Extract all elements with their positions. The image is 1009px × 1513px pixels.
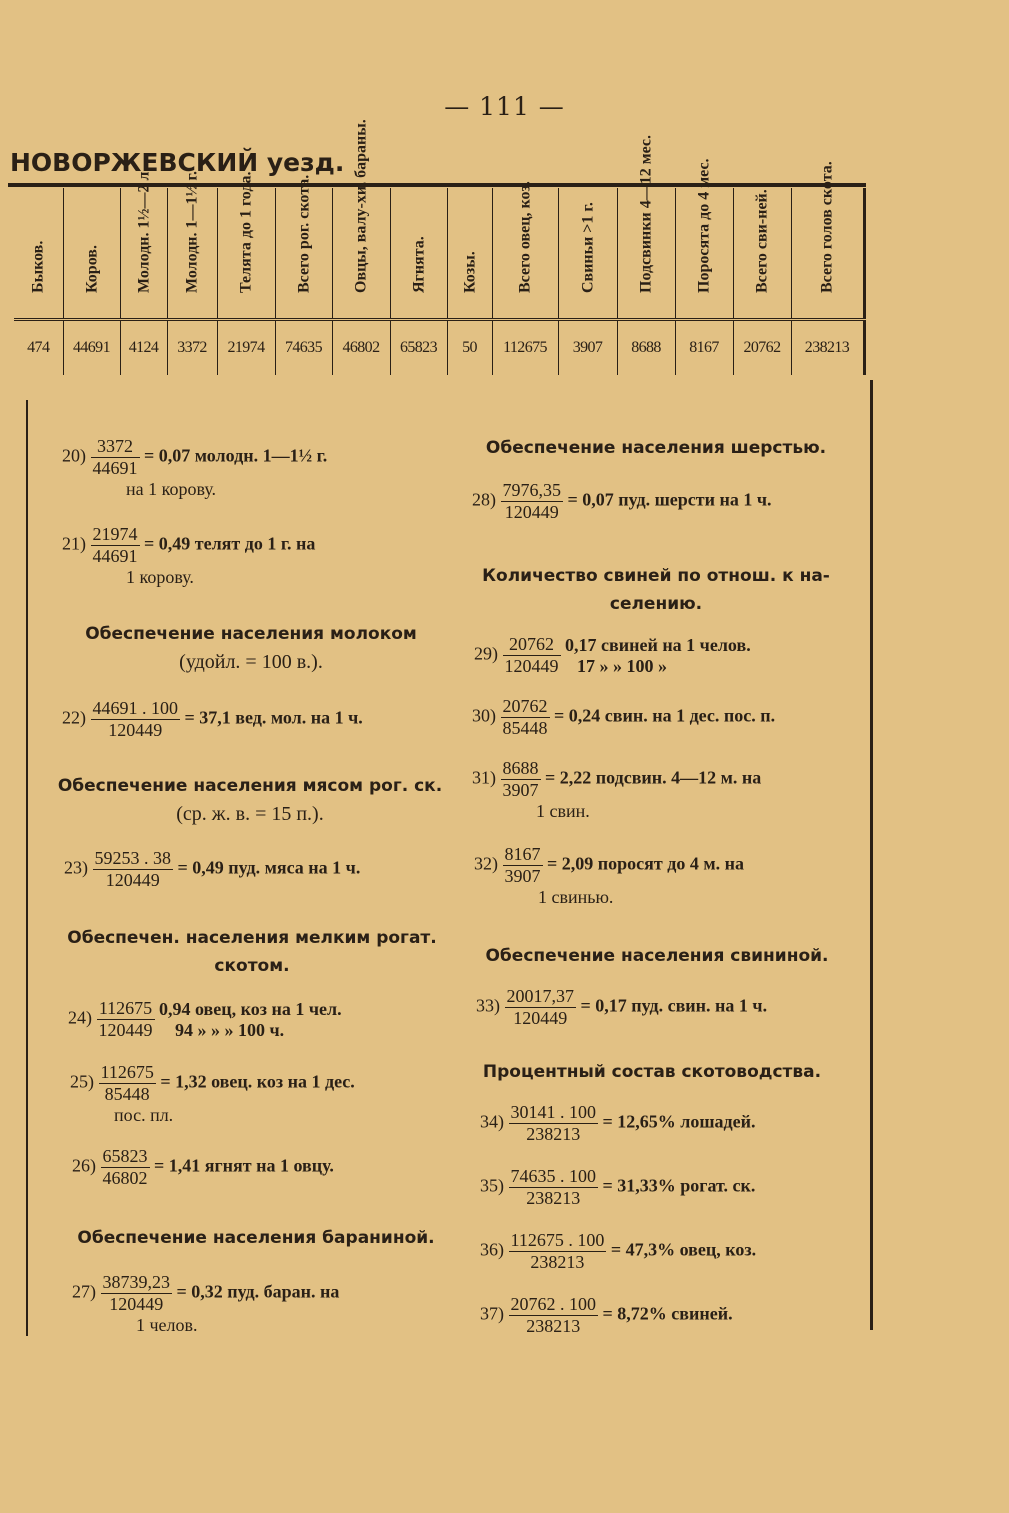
equation-23: 23) $\frac{59253 . 38}{120449}$ = 0,49 пуд. мяса на 1 ч.	[64, 848, 361, 890]
table-cell: 21974	[217, 320, 275, 376]
table-cell: 74635	[275, 320, 332, 376]
equation-31: 31) $\frac{8688}{3907}$ = 2,22 подсвин. 4—12 м. на 1 свин.	[472, 758, 762, 821]
equation-33: 33) $\frac{20017,37}{120449}$ = 0,17 пуд. свин. на 1 ч.	[476, 986, 768, 1028]
table-cell: 112675	[492, 320, 558, 376]
table-cell: 46802	[332, 320, 390, 376]
equation-26: 26) $\frac{65823}{46802}$ = 1,41 ягнят на 1 овцу.	[72, 1146, 334, 1188]
page-number: — 111 —	[444, 92, 565, 121]
table-header: Козы.	[447, 188, 492, 320]
table-cell: 4124	[120, 320, 167, 376]
section-mutton: Обеспечение населения бараниной.	[77, 1228, 435, 1248]
section-pigs: Количество свиней по отнош. к на-	[482, 566, 830, 586]
table-cell: 65823	[390, 320, 447, 376]
section-meat-note: (ср. ж. в. = 15 п.).	[176, 803, 324, 825]
district-title: НОВОРЖЕВСКИЙ уезд.	[10, 148, 345, 177]
equation-24: 24) $\frac{112675}{120449}$ 0,94 овец, коз на 1 чел. 94 » » » 100 ч.	[68, 998, 342, 1040]
table-header: Молодн. 1—1½ г.	[167, 188, 217, 320]
table-header-row	[14, 188, 864, 320]
equation-22: 22) $\frac{44691 . 100}{120449}$ = 37,1 вед. мол. на 1 ч.	[62, 698, 363, 740]
table-header: Всего овец, коз.	[492, 188, 558, 320]
table-cell: 50	[447, 320, 492, 376]
section-percent: Процентный состав скотоводства.	[482, 1062, 822, 1082]
table-cell: 474	[14, 320, 63, 376]
table-header: Коров.	[63, 188, 120, 320]
table-cell: 20762	[733, 320, 791, 376]
equation-27: 27) $\frac{38739,23}{120449}$ = 0,32 пуд. баран. на 1 челов.	[72, 1272, 340, 1335]
table-cell: 8167	[675, 320, 733, 376]
table-cell: 44691	[63, 320, 120, 376]
table-header: Молодн. 1½—2 л.	[120, 188, 167, 320]
table-row	[14, 320, 864, 376]
table-header: Телята до 1 года.	[217, 188, 275, 320]
equation-20: 20) $\frac{3372}{44691}$ = 0,07 молодн. 1—1½ г. на 1 корову.	[62, 436, 328, 499]
equation-32: 32) $\frac{8167}{3907}$ = 2,09 поросят до 4 м. на 1 свинью.	[474, 844, 744, 907]
table-header: Ягнята.	[390, 188, 447, 320]
equation-35: 35) $\frac{74635 . 100}{238213}$ = 31,33% рогат. ск.	[480, 1166, 756, 1208]
section-pork: Обеспечение населения свининой.	[485, 946, 829, 966]
right-border	[870, 380, 873, 1330]
equation-29: 29) $\frac{20762}{120449}$ 0,17 свиней на 1 челов. 17 » » 100 »	[474, 634, 751, 676]
section-small-cattle: Обеспечен. населения мелким рогат.	[67, 928, 437, 948]
section-pigs-2: селению.	[609, 594, 703, 614]
table-header: Свиньи >1 г.	[558, 188, 617, 320]
table-header: Всего голов скота.	[791, 188, 864, 320]
equation-25: 25) $\frac{112675}{85448}$ = 1,32 овец. коз на 1 дес. пос. пл.	[70, 1062, 355, 1125]
equation-37: 37) $\frac{20762 . 100}{238213}$ = 8,72% свиней.	[480, 1294, 733, 1336]
table-cell: 8688	[617, 320, 675, 376]
equation-36: 36) $\frac{112675 . 100}{238213}$ = 47,3% овец, коз.	[480, 1230, 757, 1272]
section-wool: Обеспечение населения шерстью.	[485, 438, 827, 458]
equation-28: 28) $\frac{7976,35}{120449}$ = 0,07 пуд. шерсти на 1 ч.	[472, 480, 772, 522]
table-header: Овцы, валу-хи, бараны.	[332, 188, 390, 320]
equation-30: 30) $\frac{20762}{85448}$ = 0,24 свин. на 1 дес. пос. п.	[472, 696, 776, 738]
section-milk: Обеспечение населения молоком	[85, 624, 417, 644]
equation-21: 21) $\frac{21974}{44691}$ = 0,49 телят до 1 г. на 1 корову.	[62, 524, 316, 587]
table-header: Поросята до 4 мес.	[675, 188, 733, 320]
table-header: Быков.	[14, 188, 63, 320]
table-cell: 238213	[791, 320, 864, 376]
table-cell: 3907	[558, 320, 617, 376]
table-header: Подсвинки 4—12 мес.	[617, 188, 675, 320]
equation-34: 34) $\frac{30141 . 100}{238213}$ = 12,65% лошадей.	[480, 1102, 756, 1144]
table-header: Всего сви-ней.	[733, 188, 791, 320]
left-border	[26, 400, 28, 1336]
section-small-cattle-2: скотом.	[214, 956, 290, 976]
table-cell: 3372	[167, 320, 217, 376]
section-meat: Обеспечение населения мясом рог. ск.	[57, 776, 443, 796]
section-milk-note: (удойл. = 100 в.).	[179, 651, 323, 673]
table-header: Всего рог. скота.	[275, 188, 332, 320]
